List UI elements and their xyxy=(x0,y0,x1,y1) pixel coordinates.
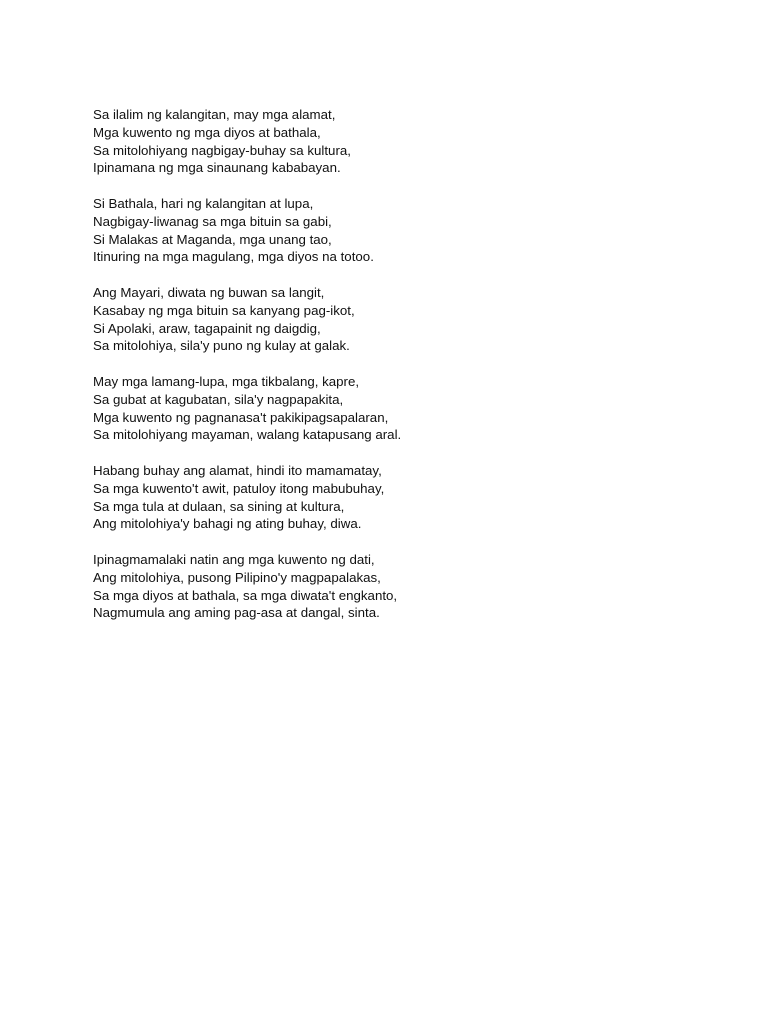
poem-line: Sa gubat at kagubatan, sila'y nagpapakita, xyxy=(93,391,344,407)
stanza-5 xyxy=(93,462,693,533)
poem-line: Kasabay ng mga bituin sa kanyang pag-ikot, xyxy=(93,302,355,318)
poem-line: Ipinamana ng mga sinaunang kababayan. xyxy=(93,160,341,176)
poem-line: Sa mga diyos at bathala, sa mga diwata't engkanto, xyxy=(93,587,398,603)
poem-line: Sa ilalim ng kalangitan, may mga alamat, xyxy=(93,107,336,122)
stanza-1 xyxy=(93,106,693,177)
poem-line: Ang mitolohiya, pusong Pilipino'y magpapalakas, xyxy=(93,569,381,585)
poem-line: Nagbigay-liwanag sa mga bituin sa gabi, xyxy=(93,213,332,229)
stanza-3 xyxy=(93,284,693,355)
poem-line: Sa mitolohiya, sila'y puno ng kulay at galak. xyxy=(93,338,350,354)
stanza-4 xyxy=(93,373,693,444)
poem-line: Mga kuwento ng pagnanasa't pakikipagsapalaran, xyxy=(93,409,389,425)
poem-line: Sa mitolohiyang nagbigay-buhay sa kultura, xyxy=(93,142,351,158)
poem-line: Ang mitolohiya'y bahagi ng ating buhay, diwa. xyxy=(93,516,362,532)
poem-line: Itinuring na mga magulang, mga diyos na totoo. xyxy=(93,249,374,265)
poem-line: Si Apolaki, araw, tagapainit ng daigdig, xyxy=(93,320,321,336)
poem-line: Sa mga tula at dulaan, sa sining at kultura, xyxy=(93,498,345,514)
poem-line: Si Bathala, hari ng kalangitan at lupa, xyxy=(93,195,314,211)
poem-line: Si Malakas at Maganda, mga unang tao, xyxy=(93,231,332,247)
poem-line: Habang buhay ang alamat, hindi ito mamamatay, xyxy=(93,462,382,478)
poem-line: May mga lamang-lupa, mga tikbalang, kapre, xyxy=(93,373,360,389)
poem-line: Sa mga kuwento't awit, patuloy itong mabubuhay, xyxy=(93,480,385,496)
poem-line: Ipinagmamalaki natin ang mga kuwento ng dati, xyxy=(93,551,375,567)
poem-line: Ang Mayari, diwata ng buwan sa langit, xyxy=(93,284,325,300)
stanza-2 xyxy=(93,195,693,266)
stanza-6 xyxy=(93,551,693,622)
poem-line: Sa mitolohiyang mayaman, walang katapusang aral. xyxy=(93,427,402,443)
poem-line: Mga kuwento ng mga diyos at bathala, xyxy=(93,124,321,140)
poem-line: Nagmumula ang aming pag-asa at dangal, sinta. xyxy=(93,605,380,621)
poem-body xyxy=(93,106,693,640)
